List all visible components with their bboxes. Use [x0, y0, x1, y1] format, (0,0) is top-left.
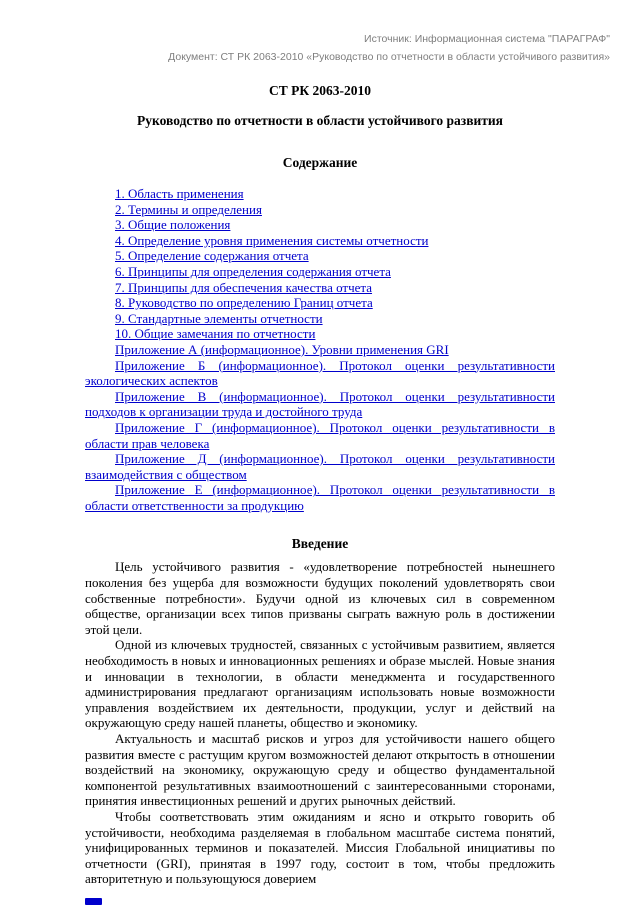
toc-link-section-10[interactable]: 10. Общие замечания по отчетности: [115, 326, 316, 342]
toc-item: [85, 280, 555, 296]
toc-link-appendix-b[interactable]: Приложение Б (информационное). Протокол оценки результативности экологических аспектов: [85, 357, 555, 389]
clipped-link-fragment[interactable]: [85, 898, 102, 905]
document-body: [85, 82, 555, 887]
toc-item: [85, 264, 555, 280]
toc-item: [85, 342, 555, 358]
toc-item: [85, 311, 555, 327]
document-header: [30, 0, 610, 66]
toc-item: [85, 451, 555, 482]
toc-item: [85, 217, 555, 233]
toc-item: [85, 186, 555, 202]
standard-code-title: СТ РК 2063-2010: [268, 83, 372, 98]
toc-heading: Содержание: [282, 155, 358, 170]
toc-item: [85, 326, 555, 342]
table-of-contents: [85, 186, 555, 513]
toc-link-section-1[interactable]: 1. Область применения: [115, 186, 244, 201]
standard-name-title: Руководство по отчетности в области устойчивого развития: [137, 113, 503, 128]
introduction-text: [85, 559, 555, 886]
toc-link-section-9[interactable]: 9. Стандартные элементы отчетности: [115, 310, 323, 326]
toc-item: [85, 233, 555, 249]
intro-paragraph-3: Актуальность и масштаб рисков и угроз для устойчивости нашего общего развития вместе с растущим кругом возможностей делают открытость в отношении воздействий на экономику, окружающую среду и общество фундаментальной компонентой результативных взаимоотношений с заинтересованными сторонами, принятия инвестиционных решений и других рыночных действий.: [85, 731, 555, 809]
introduction-heading: Введение: [291, 536, 349, 552]
source-line: Источник: Информационная система "ПАРАГРАФ": [364, 33, 610, 45]
toc-link-appendix-v[interactable]: Приложение В (информационное). Протокол оценки результативности подходов к организации труда и достойного труда: [85, 388, 555, 420]
toc-link-section-5[interactable]: 5. Определение содержания отчета: [115, 248, 309, 264]
toc-item: [85, 248, 555, 264]
intro-paragraph-2: Одной из ключевых трудностей, связанных с устойчивым развитием, является необходимость в новых и инновационных решениях и образе мыслей. Новые знания и инновации в технологии, в области менеджмента и государственного администрирования предлагают организациям использовать новые возможности управления воздействием их деятельности, продукции, услуг и действий на окружающую среду нашей планеты, общество и экономику.: [85, 637, 555, 731]
toc-item: [85, 482, 555, 513]
intro-paragraph-1: Цель устойчивого развития - «удовлетворение потребностей нынешнего поколения без ущерба для возможности будущих поколений удовлетворять свои собственные потребности». Будучи одной из ключевых сил в современном обществе, организации всех типов призваны сыграть важную роль в достижении этой цели.: [85, 559, 555, 637]
toc-link-appendix-d[interactable]: Приложение Д (информационное). Протокол оценки результативности взаимодействия с обществом: [85, 451, 555, 482]
toc-link-section-4[interactable]: 4. Определение уровня применения системы отчетности: [115, 232, 429, 248]
toc-link-section-7[interactable]: 7. Принципы для обеспечения качества отчета: [115, 279, 373, 295]
toc-link-appendix-a[interactable]: Приложение А (информационное). Уровни применения GRI: [115, 341, 449, 357]
toc-item: [85, 389, 555, 420]
toc-link-section-3[interactable]: 3. Общие положения: [115, 217, 231, 233]
toc-item: [85, 358, 555, 389]
toc-item: [85, 420, 555, 451]
toc-link-section-2[interactable]: 2. Термины и определения: [115, 201, 262, 217]
toc-link-appendix-g[interactable]: Приложение Г (информационное). Протокол оценки результативности в области прав человека: [85, 419, 555, 451]
toc-item: [85, 295, 555, 311]
intro-paragraph-4: Чтобы соответствовать этим ожиданиям и ясно и открыто говорить об устойчивости, необходима разделяемая в глобальном масштабе система понятий, унифицированных терминов и показателей. Миссия Глобальной инициативы по отчетности (GRI), принятая в 1997 году, состоит в том, чтобы предложить авторитетную и пользующуюся доверием: [85, 808, 555, 887]
toc-link-section-6[interactable]: 6. Принципы для определения содержания отчета: [115, 263, 391, 279]
toc-link-appendix-e[interactable]: Приложение Е (информационное). Протокол оценки результативности в области ответственности за продукцию: [85, 482, 555, 513]
toc-item: [85, 202, 555, 218]
toc-link-section-8[interactable]: 8. Руководство по определению Границ отчета: [115, 295, 373, 311]
document-line: Документ: СТ РК 2063-2010 «Руководство по отчетности в области устойчивого развития»: [168, 51, 610, 63]
